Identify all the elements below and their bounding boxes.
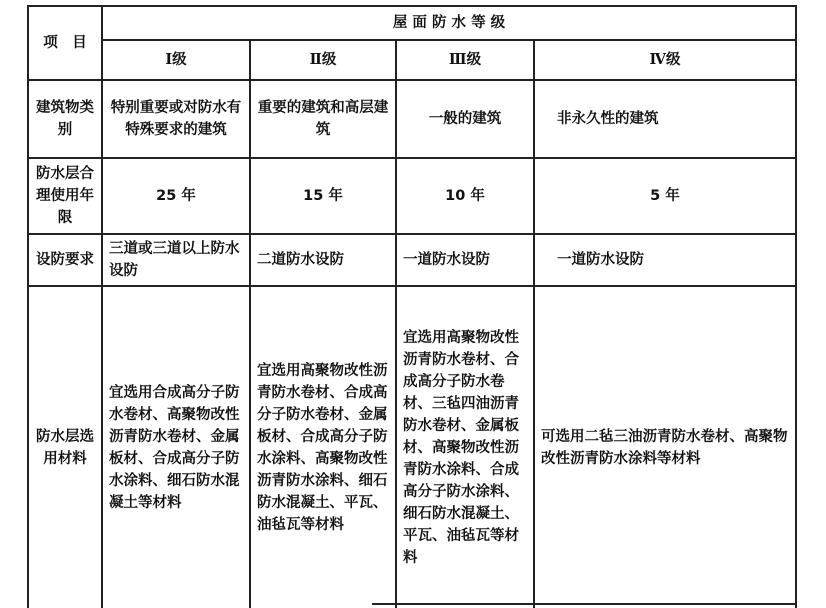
row-label: 防水层选用材料 [28, 286, 102, 608]
row-label: 建筑物类别 [28, 80, 102, 158]
level-header-1: Ⅰ级 [102, 40, 250, 80]
header-row-levels [28, 40, 796, 80]
header-row-group [28, 6, 796, 40]
roof-waterproof-grade-table [27, 5, 797, 608]
table-row-building-category [28, 80, 796, 158]
table-cell: 非永久性的建筑 [534, 80, 796, 158]
table-cell: 宜选用合成高分子防水卷材、高聚物改性沥青防水卷材、金属板材、合成高分子防水涂料、细石防水混凝土等材料 [102, 286, 250, 608]
table-cell: 25 年 [102, 158, 250, 234]
item-header: 项 目 [28, 6, 102, 80]
table-cell: 二道防水设防 [250, 234, 396, 286]
table-cell: 宜选用高聚物改性沥青防水卷材、合成高分子防水卷材、金属板材、合成高分子防水涂料、高聚物改性沥青防水涂料、细石防水混凝土、平瓦、油毡瓦等材料 [250, 286, 396, 608]
table-cell: 可选用二毡三油沥青防水卷材、高聚物改性沥青防水涂料等材料 [534, 286, 796, 608]
row-label: 防水层合理使用年限 [28, 158, 102, 234]
table-cell: 一般的建筑 [396, 80, 534, 158]
table-row-service-life [28, 158, 796, 234]
row-label: 设防要求 [28, 234, 102, 286]
bottom-rule [372, 603, 795, 605]
level-header-4: Ⅳ级 [534, 40, 796, 80]
table-row-fortification [28, 234, 796, 286]
grade-group-header: 屋 面 防 水 等 级 [102, 6, 796, 40]
table-cell: 10 年 [396, 158, 534, 234]
table-cell: 15 年 [250, 158, 396, 234]
table-cell: 一道防水设防 [534, 234, 796, 286]
table-row-materials [28, 286, 796, 608]
table-cell: 特别重要或对防水有特殊要求的建筑 [102, 80, 250, 158]
table-cell: 三道或三道以上防水设防 [102, 234, 250, 286]
level-header-3: Ⅲ级 [396, 40, 534, 80]
table-cell: 一道防水设防 [396, 234, 534, 286]
level-header-2: Ⅱ级 [250, 40, 396, 80]
table-cell: 宜选用高聚物改性沥青防水卷材、合成高分子防水卷材、三毡四油沥青防水卷材、金属板材、高聚物改性沥青防水涂料、合成高分子防水涂料、细石防水混凝土、平瓦、油毡瓦等材料 [396, 286, 534, 608]
table-cell: 5 年 [534, 158, 796, 234]
table-cell: 重要的建筑和高层建筑 [250, 80, 396, 158]
